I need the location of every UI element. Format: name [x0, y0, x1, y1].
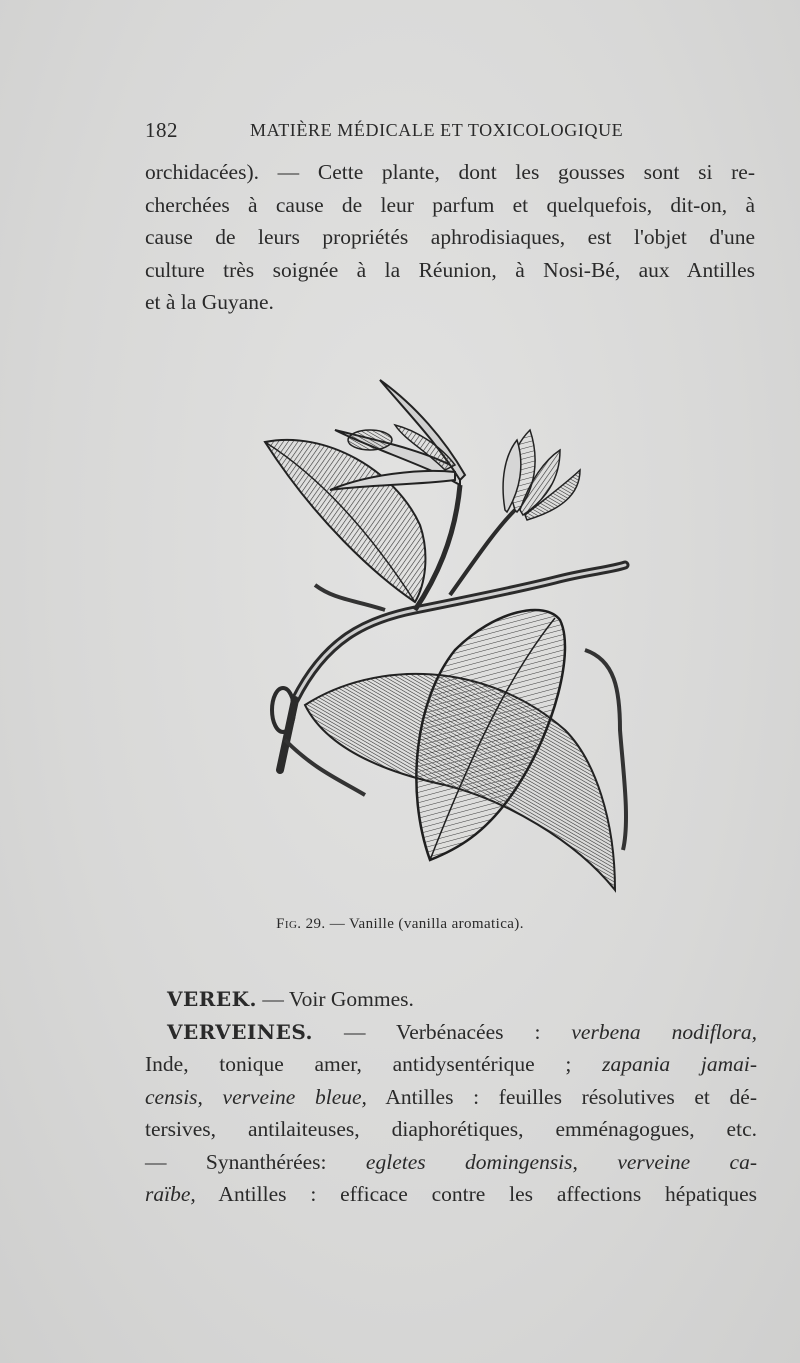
entry-text: — Voir Gommes. — [262, 987, 414, 1011]
text-line — [145, 1146, 757, 1179]
running-title: MATIÈRE MÉDICALE ET TOXICOLOGIQUE — [250, 120, 624, 140]
entry-head: VERVEINES. — [167, 1019, 314, 1044]
latin-name: verbena nodiflora, — [571, 1019, 757, 1044]
figure-caption-text: — Vanille (vanilla aromatica). — [329, 916, 524, 932]
text-line — [145, 1081, 757, 1114]
entry-text: Inde, tonique amer, antidysentérique ; — [145, 1052, 603, 1076]
entry-text: — Synanthérées: — [145, 1149, 366, 1174]
text-line: tersives, antilaiteuses, diaphorétiques, emménagogues, etc. — [145, 1117, 757, 1141]
entry-text: — Verbénacées : — [343, 1019, 572, 1044]
entry-verveines — [145, 1016, 757, 1049]
vanilla-illustration — [255, 370, 635, 900]
latin-name: raïbe, — [145, 1182, 196, 1206]
text-line: cause de leurs propriétés aphrodisiaques, est l'objet d'une — [145, 225, 755, 249]
entry-text: Antilles : feuilles résolutives et dé- — [366, 1084, 757, 1109]
latin-name: egletes domingensis — [365, 1149, 573, 1174]
latin-name: verveine ca- — [617, 1149, 757, 1174]
text-line — [145, 1178, 757, 1211]
page-number: 182 — [145, 118, 178, 142]
intro-paragraph — [145, 156, 755, 319]
figure-number: Fig. 29. — [276, 916, 326, 932]
text-line: cherchées à cause de leur parfum et quelquefois, dit-on, à — [145, 192, 755, 217]
page-header — [145, 118, 755, 148]
vanilla-engraving — [255, 370, 635, 900]
text-line — [145, 1048, 757, 1081]
figure-caption — [0, 916, 800, 933]
latin-name: censis, verveine bleue, — [145, 1084, 367, 1109]
entry-text: , — [572, 1149, 618, 1174]
dictionary-entries — [145, 983, 757, 1211]
text-line: et à la Guyane. — [145, 290, 274, 314]
entry-verek — [145, 983, 757, 1016]
entry-head: VEREK. — [167, 987, 257, 1011]
text-line: orchidacées). — Cette plante, dont les gousses sont si re- — [145, 160, 755, 184]
latin-name: zapania jamai- — [602, 1052, 757, 1076]
entry-text: Antilles : efficace contre les affections hépatiques — [195, 1182, 757, 1206]
text-line: culture très soignée à la Réunion, à Nosi-Bé, aux Antilles — [145, 257, 755, 282]
